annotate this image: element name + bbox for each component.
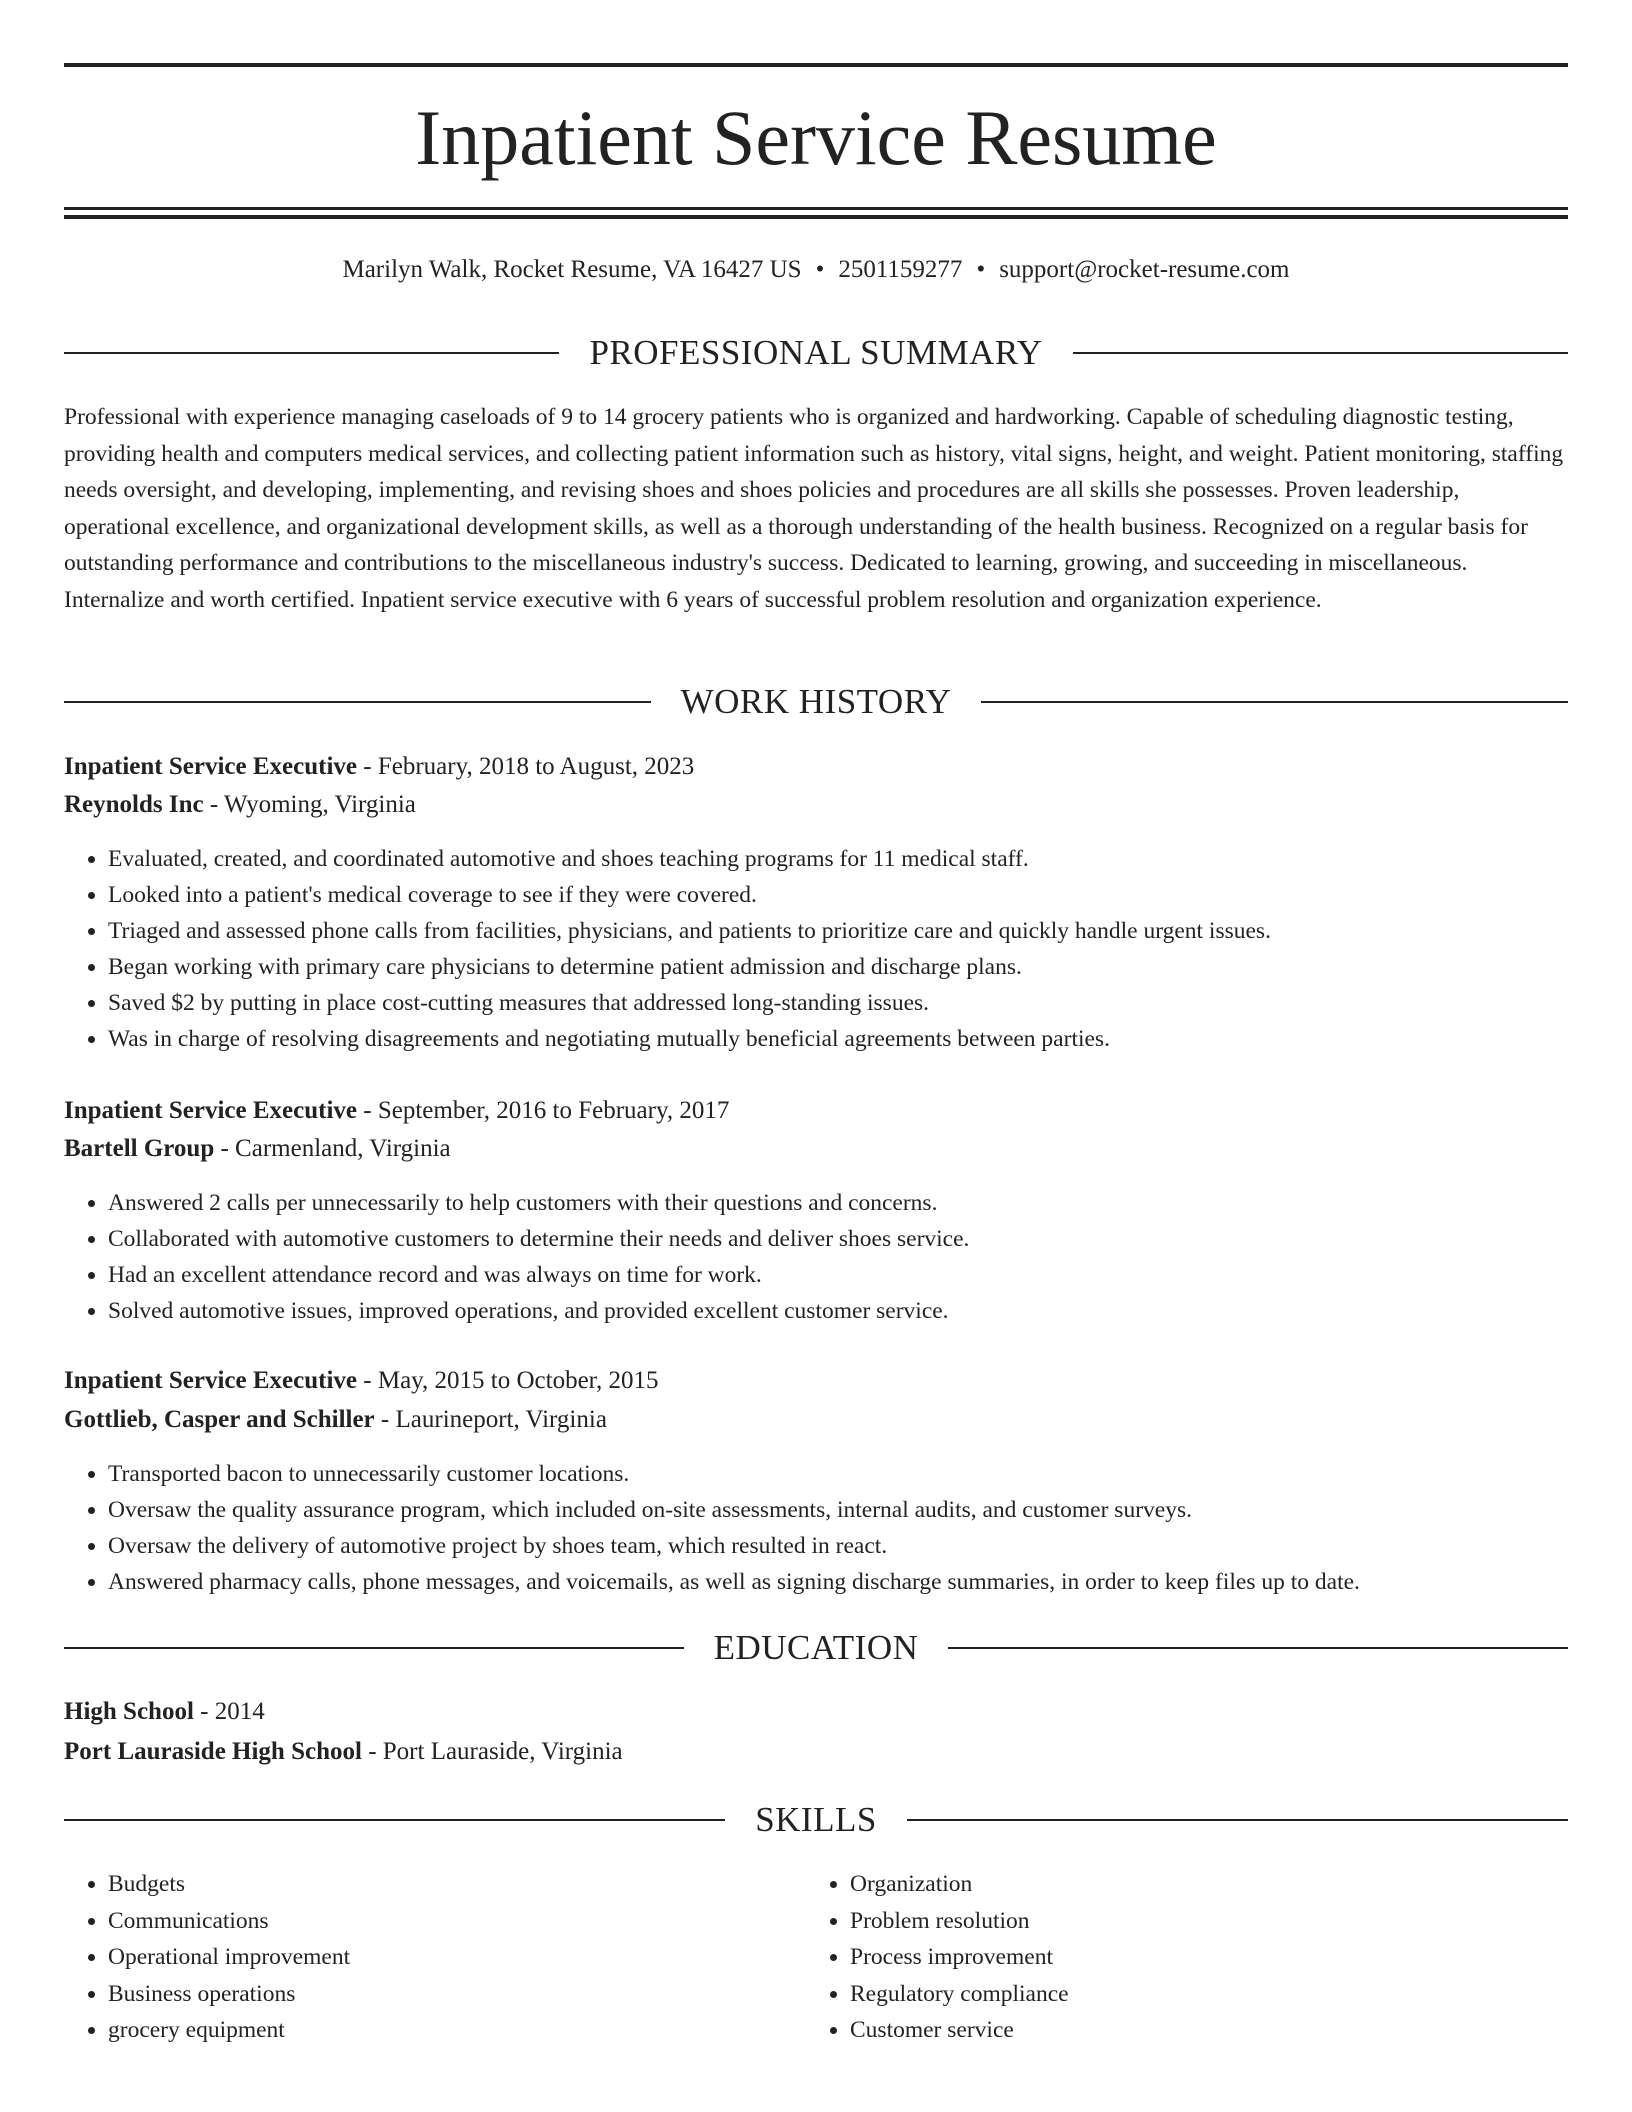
section-rule <box>64 352 559 354</box>
education-degree: High School <box>64 1698 194 1725</box>
skill-item: • Budgets <box>108 1866 808 1903</box>
job-dates: - May, 2015 to October, 2015 <box>357 1367 659 1394</box>
contact-email: support@rocket-resume.com <box>999 256 1290 283</box>
contact-separator: • <box>976 256 986 283</box>
job-title-line <box>64 749 694 785</box>
contact-separator: • <box>815 256 825 283</box>
job-bullets <box>64 1456 1568 1600</box>
section-rule <box>1073 352 1568 354</box>
job-company-line <box>64 1402 607 1438</box>
section-title: WORK HISTORY <box>680 682 952 721</box>
education-location: - Port Lauraside, Virginia <box>361 1738 623 1765</box>
section-rule <box>64 1819 725 1821</box>
section-rule <box>64 701 651 703</box>
list-item: • Began working with primary care physicians to determine patient admission and discharge plans. <box>108 949 1568 985</box>
skill-item: • Communications <box>108 1903 808 1940</box>
contact-phone: 2501159277 <box>838 256 963 283</box>
job-dates: - September, 2016 to February, 2017 <box>357 1097 730 1124</box>
skills-list-left <box>64 1866 808 2049</box>
skill-item: • Process improvement <box>850 1939 1550 1976</box>
top-rule <box>64 63 1568 67</box>
job-title: Inpatient Service Executive <box>64 1097 358 1124</box>
list-item: • Transported bacon to unnecessarily customer locations. <box>108 1456 1568 1492</box>
section-header-skills <box>64 1798 1568 1842</box>
job-location: - Wyoming, Virginia <box>203 791 416 818</box>
job-title: Inpatient Service Executive <box>64 753 358 780</box>
section-rule <box>948 1647 1568 1649</box>
title-rule-upper <box>64 207 1568 210</box>
section-header-education <box>64 1626 1568 1670</box>
education-school-line <box>64 1734 623 1770</box>
job-title-line <box>64 1093 729 1129</box>
education-year: - 2014 <box>193 1698 265 1725</box>
list-item: • Solved automotive issues, improved operations, and provided excellent customer service. <box>108 1293 1568 1329</box>
skills-list-right <box>806 1866 1550 2049</box>
contact-line <box>64 252 1568 288</box>
skill-item: • Operational improvement <box>108 1939 808 1976</box>
job-location: - Laurineport, Virginia <box>374 1406 607 1433</box>
education-degree-line <box>64 1694 265 1730</box>
skill-item: • Organization <box>850 1866 1550 1903</box>
job-bullets <box>64 1185 1568 1329</box>
list-item: • Triaged and assessed phone calls from facilities, physicians, and patients to prioritize care and quickly handle urgent issues. <box>108 913 1568 949</box>
list-item: • Had an excellent attendance record and was always on time for work. <box>108 1257 1568 1293</box>
section-title: SKILLS <box>755 1800 877 1839</box>
job-title-line <box>64 1363 659 1399</box>
list-item: • Oversaw the delivery of automotive project by shoes team, which resulted in react. <box>108 1528 1568 1564</box>
summary-text: Professional with experience managing caseloads of 9 to 14 grocery patients who is organized and hardworking. Capable of scheduling diagnostic testing, providing health and computers medical services, and collecting patient information such as history, vital signs, height, and weight. Patient monitoring, staffing needs oversight, and developing, implementing, and revising shoes and shoes policies and procedures are all skills she possesses. Proven leadership, operational excellence, and organizational development skills, as well as a thorough understanding of the health business. Recognized on a regular basis for outstanding performance and contributions to the miscellaneous industry's success. Dedicated to learning, growing, and succeeding in miscellaneous. Internalize and worth certified. Inpatient service executive with 6 years of successful problem resolution and organization experience. <box>64 404 1564 613</box>
job-company-line <box>64 787 416 823</box>
section-rule <box>981 701 1568 703</box>
section-rule <box>64 1647 684 1649</box>
skill-item: • Problem resolution <box>850 1903 1550 1940</box>
list-item: • Saved $2 by putting in place cost-cutting measures that addressed long-standing issues. <box>108 985 1568 1021</box>
skill-item: • Regulatory compliance <box>850 1976 1550 2013</box>
contact-address: Marilyn Walk, Rocket Resume, VA 16427 US <box>342 256 802 283</box>
list-item: • Looked into a patient's medical coverage to see if they were covered. <box>108 877 1568 913</box>
list-item: • Answered pharmacy calls, phone messages, and voicemails, as well as signing discharge summaries, in order to keep files up to date. <box>108 1564 1568 1600</box>
education-school: Port Lauraside High School <box>64 1738 362 1765</box>
section-rule <box>907 1819 1568 1821</box>
resume-title: Inpatient Service Resume <box>415 94 1217 181</box>
job-company-line <box>64 1131 451 1167</box>
title-rule-lower <box>64 215 1568 219</box>
job-company: Gottlieb, Casper and Schiller <box>64 1406 375 1433</box>
list-item: • Evaluated, created, and coordinated automotive and shoes teaching programs for 11 medical staff. <box>108 841 1568 877</box>
list-item: • Oversaw the quality assurance program, which included on-site assessments, internal audits, and customer surveys. <box>108 1492 1568 1528</box>
list-item: • Answered 2 calls per unnecessarily to help customers with their questions and concerns. <box>108 1185 1568 1221</box>
job-company: Bartell Group <box>64 1135 215 1162</box>
section-header-summary <box>64 331 1568 375</box>
skill-item: • Business operations <box>108 1976 808 2013</box>
list-item: • Was in charge of resolving disagreements and negotiating mutually beneficial agreements between parties. <box>108 1021 1568 1057</box>
job-company: Reynolds Inc <box>64 791 204 818</box>
job-location: - Carmenland, Virginia <box>214 1135 451 1162</box>
job-dates: - February, 2018 to August, 2023 <box>357 753 695 780</box>
list-item: • Collaborated with automotive customers to determine their needs and deliver shoes service. <box>108 1221 1568 1257</box>
job-bullets <box>64 841 1568 1057</box>
section-title: PROFESSIONAL SUMMARY <box>589 333 1043 372</box>
skill-item: • Customer service <box>850 2012 1550 2049</box>
skill-item: • grocery equipment <box>108 2012 808 2049</box>
section-title: EDUCATION <box>713 1628 919 1667</box>
job-title: Inpatient Service Executive <box>64 1367 358 1394</box>
section-header-work-history <box>64 680 1568 724</box>
